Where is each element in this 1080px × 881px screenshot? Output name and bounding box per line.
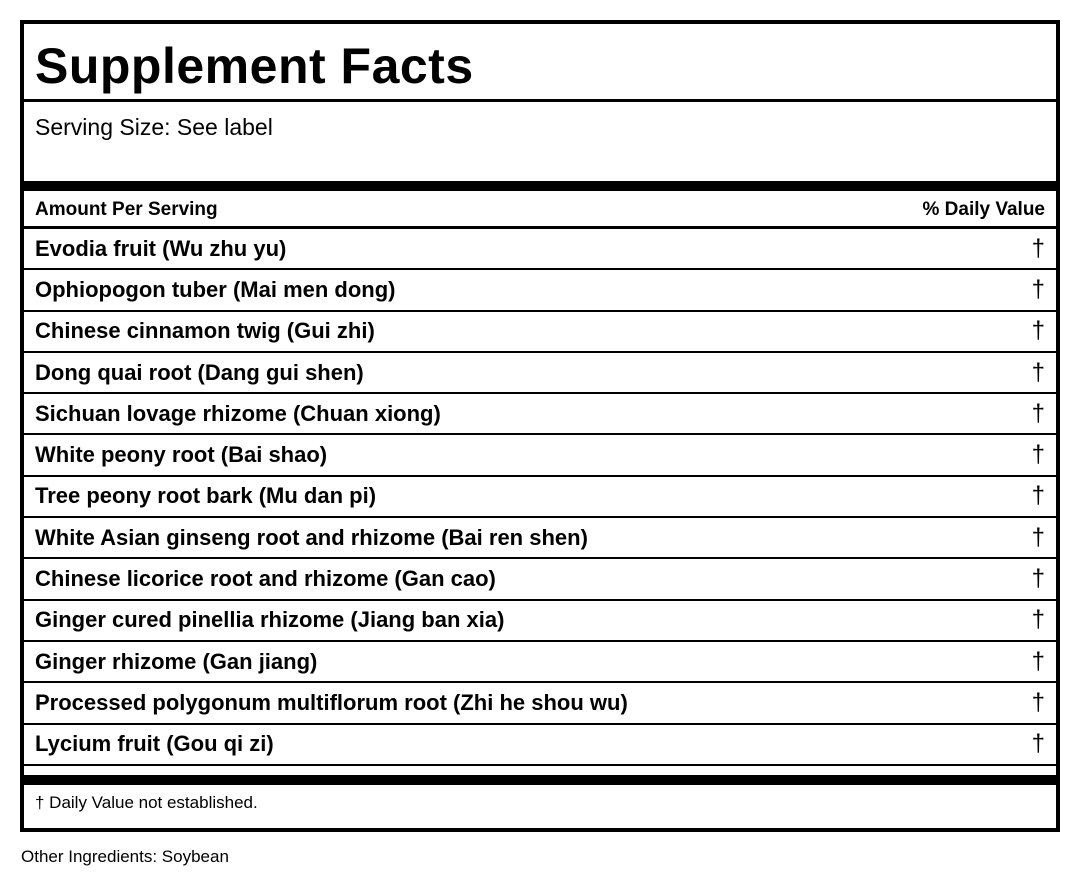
ingredient-name: White peony root (Bai shao) [35, 442, 328, 468]
daily-value-label: % Daily Value [922, 198, 1045, 220]
ingredient-name: Evodia fruit (Wu zhu yu) [35, 235, 287, 261]
ingredient-name: Ginger cured pinellia rhizome (Jiang ban xia) [35, 607, 505, 633]
ingredient-row [24, 725, 1056, 766]
ingredient-row [24, 601, 1056, 642]
daily-value-dagger: † [1031, 730, 1045, 758]
daily-value-dagger: † [1031, 688, 1045, 716]
ingredient-row [24, 229, 1056, 270]
ingredient-name: Dong quai root (Dang gui shen) [35, 359, 364, 385]
ingredient-name: Chinese licorice root and rhizome (Gan cao) [35, 566, 496, 592]
daily-value-dagger: † [1031, 606, 1045, 634]
thick-divider [24, 181, 1056, 191]
daily-value-dagger: † [1031, 399, 1045, 427]
footnote: † Daily Value not established. [35, 792, 258, 812]
daily-value-dagger: † [1031, 482, 1045, 510]
thick-divider-bottom [24, 775, 1056, 785]
supplement-facts-panel [20, 20, 1060, 832]
ingredient-row [24, 435, 1056, 476]
amount-per-serving-label: Amount Per Serving [35, 198, 218, 220]
ingredient-name: Lycium fruit (Gou qi zi) [35, 731, 274, 757]
ingredient-name: Sichuan lovage rhizome (Chuan xiong) [35, 400, 441, 426]
daily-value-dagger: † [1031, 647, 1045, 675]
daily-value-dagger: † [1031, 317, 1045, 345]
ingredient-row [24, 394, 1056, 435]
panel-title: Supplement Facts [24, 24, 1056, 102]
ingredient-row [24, 477, 1056, 518]
serving-size: Serving Size: See label [35, 114, 273, 140]
ingredient-name: Chinese cinnamon twig (Gui zhi) [35, 318, 375, 344]
ingredient-name: Processed polygonum multiflorum root (Zhi he shou wu) [35, 689, 628, 715]
daily-value-dagger: † [1031, 565, 1045, 593]
daily-value-dagger: † [1031, 358, 1045, 386]
column-header-row [24, 191, 1056, 229]
ingredient-name: Tree peony root bark (Mu dan pi) [35, 483, 377, 509]
ingredient-name: Ophiopogon tuber (Mai men dong) [35, 276, 396, 302]
ingredient-row [24, 559, 1056, 600]
spacer [24, 766, 1056, 775]
ingredient-list [24, 229, 1056, 766]
ingredient-name: Ginger rhizome (Gan jiang) [35, 648, 318, 674]
ingredient-row [24, 518, 1056, 559]
ingredient-row [24, 270, 1056, 311]
ingredient-row [24, 683, 1056, 724]
ingredient-row [24, 353, 1056, 394]
ingredient-name: White Asian ginseng root and rhizome (Bai ren shen) [35, 524, 588, 550]
other-ingredients: Other Ingredients: Soybean [21, 847, 229, 866]
daily-value-dagger: † [1031, 523, 1045, 551]
ingredient-row [24, 312, 1056, 353]
daily-value-dagger: † [1031, 441, 1045, 469]
daily-value-dagger: † [1031, 234, 1045, 262]
ingredient-row [24, 642, 1056, 683]
daily-value-dagger: † [1031, 275, 1045, 303]
